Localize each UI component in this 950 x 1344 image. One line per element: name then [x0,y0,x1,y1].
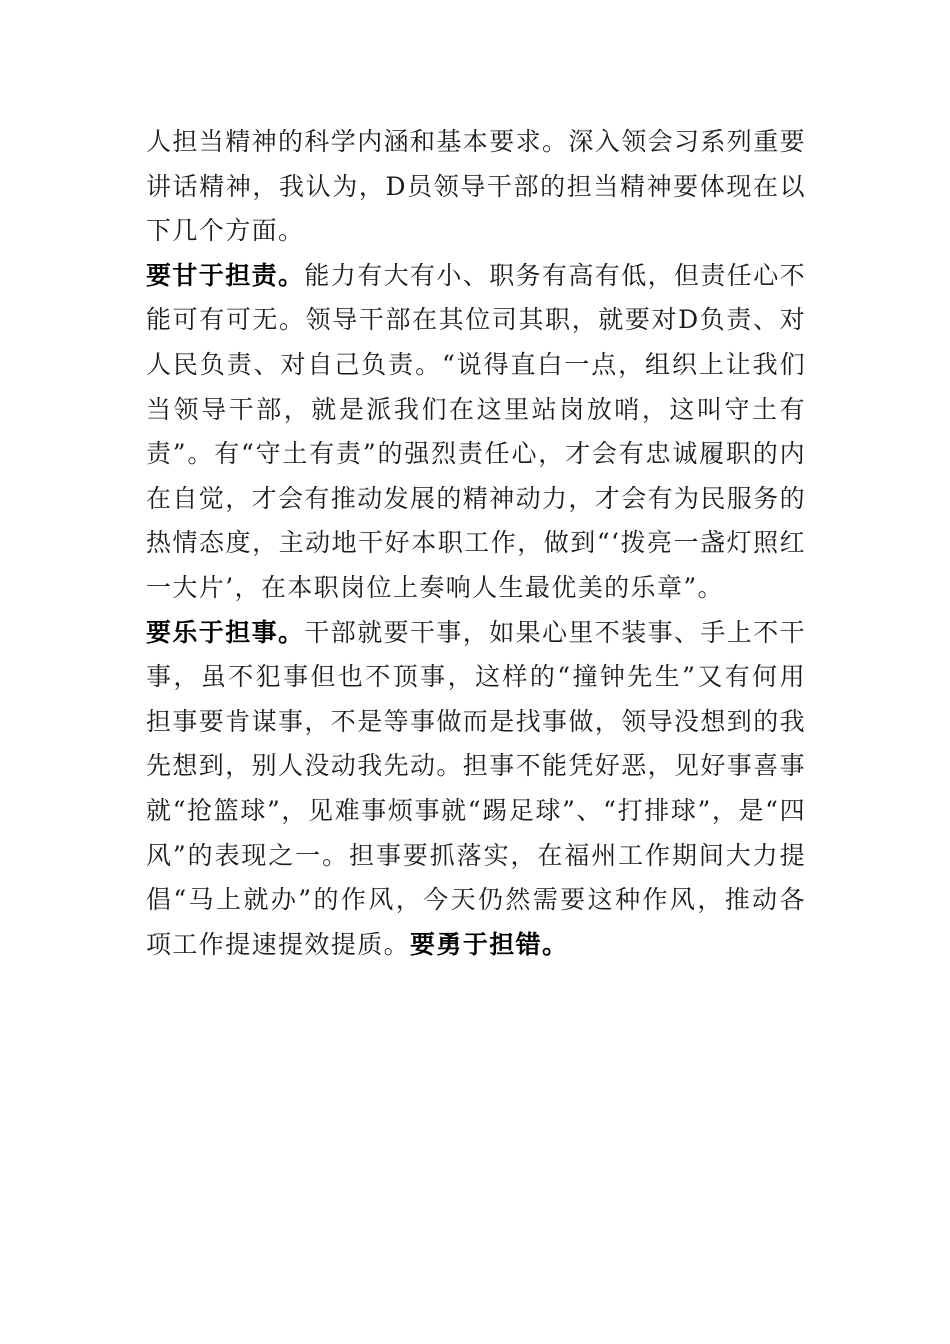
paragraph-closing-heading: 要勇于担错。 [410,929,569,959]
paragraph-heading: 要乐于担事。 [146,617,305,647]
document-body [146,120,806,967]
paragraph-responsibility [146,254,806,611]
paragraph-text: 人担当精神的科学内涵和基本要求。深入领会习系列重要讲话精神，我认为，D员领导干部的担当精神要体现在以下几个方面。 [146,127,807,246]
paragraph-intro [146,120,806,254]
paragraph-heading: 要甘于担责。 [146,260,305,290]
paragraph-affairs [146,611,806,968]
paragraph-text: 干部就要干事，如果心里不装事、手上不干事，虽不犯事但也不顶事，这样的“撞钟先生”又有何用担事要肯谋事，不是等事做而是找事做，领导没想到的我先想到，别人没动我先动。担事不能凭好恶，见好事喜事就“抢篮球”，见难事烦事就“踢足球”、“打排球”，是“四风”的表现之一。担事要抓落实，在福州工作期间大力提倡“马上就办”的作风，今天仍然需要这种作风，推动各项工作提速提效提质。 [146,617,807,959]
paragraph-text: 能力有大有小、职务有高有低，但责任心不能可有可无。领导干部在其位司其职，就要对D负责、对人民负责、对自己负责。“说得直白一点，组织上让我们当领导干部，就是派我们在这里站岗放哨，这叫守土有责”。有“守土有责”的强烈责任心，才会有忠诚履职的内在自觉，才会有推动发展的精神动力，才会有为民服务的热情态度，主动地干好本职工作，做到“‘拨亮一盏灯照红一大片’，在本职岗位上奏响人生最优美的乐章”。 [146,260,807,602]
